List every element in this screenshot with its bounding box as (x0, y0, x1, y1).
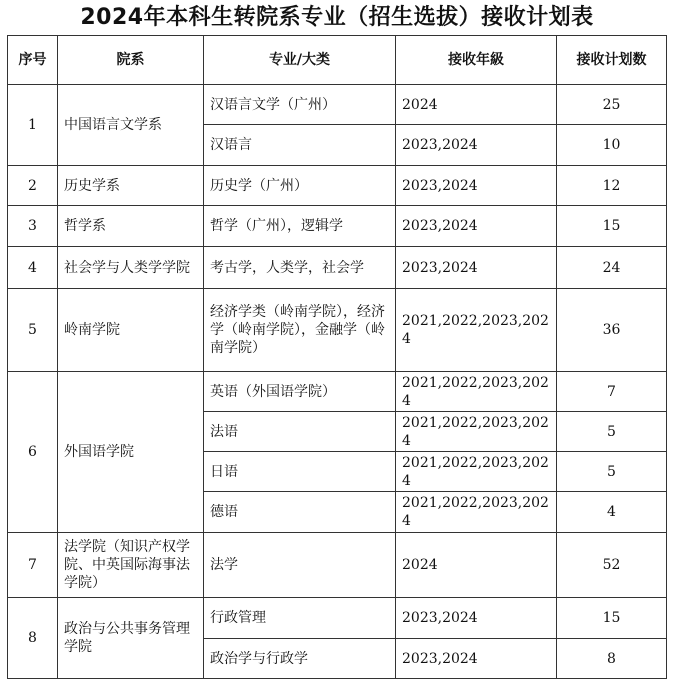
row-index: 3 (8, 206, 58, 247)
row-years: 2021,2022,2023,2024 (396, 452, 557, 492)
row-years: 2021,2022,2023,2024 (396, 412, 557, 452)
row-years: 2021,2022,2023,2024 (396, 372, 557, 412)
row-dept: 法学院（知识产权学院、中英国际海事法学院） (58, 533, 204, 598)
row-years: 2023,2024 (396, 206, 557, 247)
header-count: 接收计划数 (557, 36, 667, 85)
table-row (8, 598, 667, 639)
row-major: 哲学（广州），逻辑学 (204, 206, 396, 247)
header-index: 序号 (8, 36, 58, 85)
row-major: 行政管理 (204, 598, 396, 639)
row-dept: 历史学系 (58, 166, 204, 206)
row-count: 15 (557, 598, 667, 639)
table-header-row (8, 36, 667, 85)
transfer-plan-table (7, 35, 667, 679)
row-major: 考古学，人类学，社会学 (204, 247, 396, 289)
row-years: 2023,2024 (396, 166, 557, 206)
row-years: 2021,2022,2023,2024 (396, 289, 557, 372)
row-count: 8 (557, 639, 667, 679)
row-count: 36 (557, 289, 667, 372)
row-index: 5 (8, 289, 58, 372)
row-major: 历史学（广州） (204, 166, 396, 206)
row-count: 15 (557, 206, 667, 247)
row-years: 2024 (396, 85, 557, 125)
row-count: 5 (557, 452, 667, 492)
row-years: 2021,2022,2023,2024 (396, 492, 557, 533)
row-major: 日语 (204, 452, 396, 492)
row-count: 5 (557, 412, 667, 452)
row-count: 10 (557, 125, 667, 166)
row-years: 2023,2024 (396, 639, 557, 679)
page-title: 2024年本科生转院系专业（招生选拔）接收计划表 (80, 5, 594, 30)
row-count: 12 (557, 166, 667, 206)
row-dept: 政治与公共事务管理学院 (58, 598, 204, 679)
row-index: 7 (8, 533, 58, 598)
table-row (8, 166, 667, 206)
row-major: 法学 (204, 533, 396, 598)
row-count: 25 (557, 85, 667, 125)
row-major: 英语（外国语学院） (204, 372, 396, 412)
row-count: 4 (557, 492, 667, 533)
row-major: 汉语言 (204, 125, 396, 166)
table-row (8, 206, 667, 247)
row-major: 政治学与行政学 (204, 639, 396, 679)
row-years: 2023,2024 (396, 598, 557, 639)
row-dept: 外国语学院 (58, 372, 204, 533)
row-dept: 哲学系 (58, 206, 204, 247)
row-major: 德语 (204, 492, 396, 533)
row-major: 法语 (204, 412, 396, 452)
row-count: 24 (557, 247, 667, 289)
header-years: 接收年級 (396, 36, 557, 85)
row-index: 1 (8, 85, 58, 166)
row-dept: 社会学与人类学学院 (58, 247, 204, 289)
table-row (8, 289, 667, 372)
row-years: 2023,2024 (396, 247, 557, 289)
table-row (8, 85, 667, 125)
table-row (8, 372, 667, 412)
header-major: 专业/大类 (204, 36, 396, 85)
row-major: 经济学类（岭南学院），经济学（岭南学院），金融学（岭南学院） (204, 289, 396, 372)
row-dept: 中国语言文学系 (58, 85, 204, 166)
row-index: 8 (8, 598, 58, 679)
row-index: 4 (8, 247, 58, 289)
row-years: 2023,2024 (396, 125, 557, 166)
row-major: 汉语言文学（广州） (204, 85, 396, 125)
row-count: 52 (557, 533, 667, 598)
row-index: 2 (8, 166, 58, 206)
table-row (8, 533, 667, 598)
row-count: 7 (557, 372, 667, 412)
row-years: 2024 (396, 533, 557, 598)
table-row (8, 247, 667, 289)
row-index: 6 (8, 372, 58, 533)
header-dept: 院系 (58, 36, 204, 85)
row-dept: 岭南学院 (58, 289, 204, 372)
